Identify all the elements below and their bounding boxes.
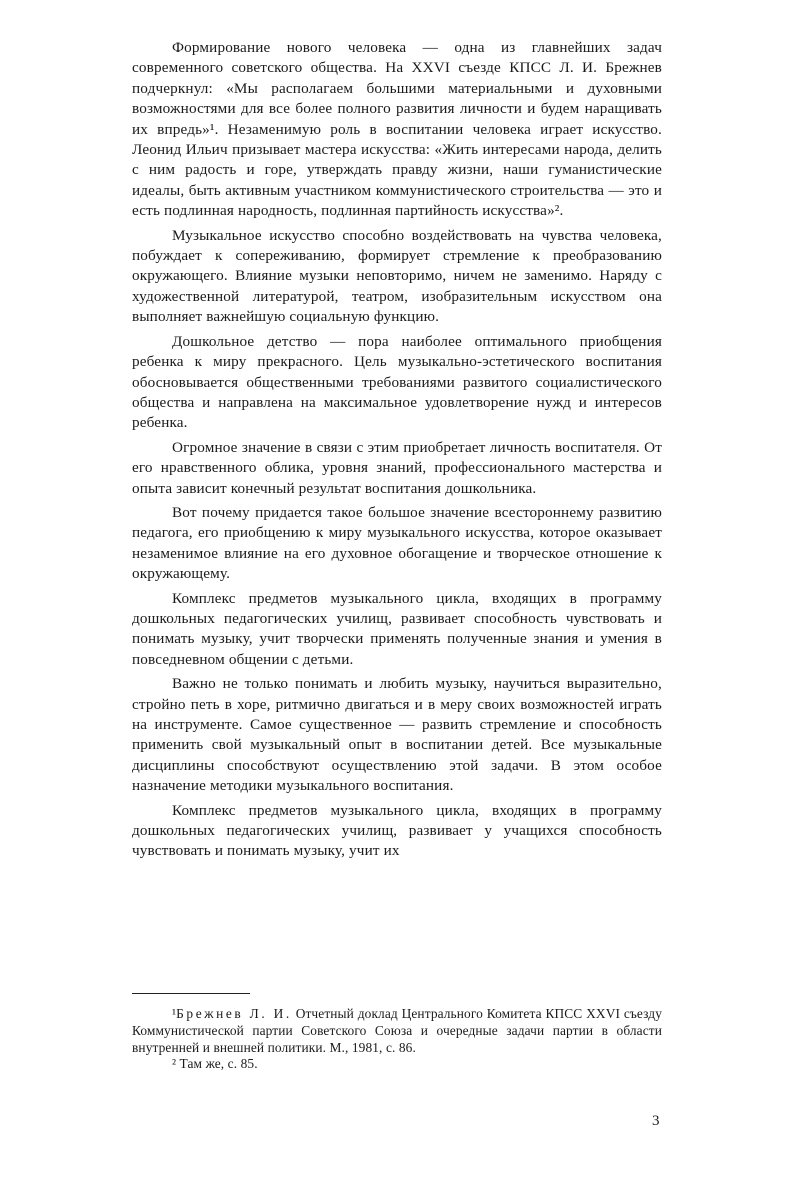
paragraph-2: Музыкальное искусство способно воздействовать на чувства человека, побуждает к сопереживанию, формирует стремление к преобразованию окружающего. Влияние музыки неповторимо, ничем не заменимо. Наряду с художественной литературой, театром, изобразительным искусством она выполняет важнейшую социальную функцию. <box>132 226 662 326</box>
footnote-2: ² Там же, с. 85. <box>172 1056 258 1072</box>
footnote-divider <box>132 993 250 994</box>
paragraph-5: Вот почему придается такое большое значение всестороннему развитию педагога, его приобщению к миру музыкального искусства, которое оказывает незаменимое влияние на его духовное обогащение и творческое отношение к окружающему. <box>132 503 662 583</box>
footnote-1-text: Отчетный доклад Центрального Комитета КПСС XXVI съезду Коммунистической партии Советского Союза и очередные задачи партии в области внутренней и внешней политики. М., 1981, с. 86. <box>132 1006 662 1055</box>
paragraph-3: Дошкольное детство — пора наиболее оптимального приобщения ребенка к миру прекрасного. Цель музыкально-эстетического воспитания обосновывается общественными требованиями развитого социалистического общества и направлена на максимальное удовлетворение нужд и интересов ребенка. <box>132 332 662 432</box>
paragraph-7: Важно не только понимать и любить музыку, научиться выразительно, стройно петь в хоре, ритмично двигаться и в меру своих возможностей играть на инструменте. Самое существенное — развить стремление и способность применить свой музыкальный опыт в воспитании детей. Все музыкальные дисциплины способствуют осуществлению этой задачи. В этом особое назначение методики музыкального воспитания. <box>132 675 662 795</box>
paragraph-4: Огромное значение в связи с этим приобретает личность воспитателя. От его нравственного облика, уровня знаний, профессионального мастерства и опыта зависит конечный результат воспитания дошкольника. <box>132 438 662 497</box>
footnote-1 <box>132 1006 662 1056</box>
footnote-1-marker: ¹ <box>172 1006 177 1021</box>
paragraph-8: Комплекс предметов музыкального цикла, входящих в программу дошкольных педагогических училищ, развивает у учащихся способность чувствовать и понимать музыку, учит их <box>132 801 662 860</box>
main-text-column <box>132 38 662 866</box>
page-number: 3 <box>652 1113 660 1129</box>
paragraph-6: Комплекс предметов музыкального цикла, входящих в программу дошкольных педагогических училищ, развивает способность чувствовать и понимать музыку, учит творчески применять полученные знания и умения в повседневном общении с детьми. <box>132 589 662 668</box>
footnotes <box>132 1006 662 1073</box>
paragraph-1: Формирование нового человека — одна из главнейших задач современного советского общества. На XXVI съезде КПСС Л. И. Брежнев подчеркнул: «Мы располагаем большими материальными и духовными возможностями для все более полного развития личности и будем наращивать их впредь»¹. Незаменимую роль в воспитании человека играет искусство. Леонид Ильич призывает мастера искусства: «Жить интересами народа, делить с ним радость и горе, утверждать правду жизни, наши гуманистические идеалы, быть активным участником коммунистического строительства — это и есть подлинная народность, подлинная партийность искусства»². <box>132 39 662 220</box>
footnote-1-author: Брежнев Л. И. <box>176 1006 292 1021</box>
